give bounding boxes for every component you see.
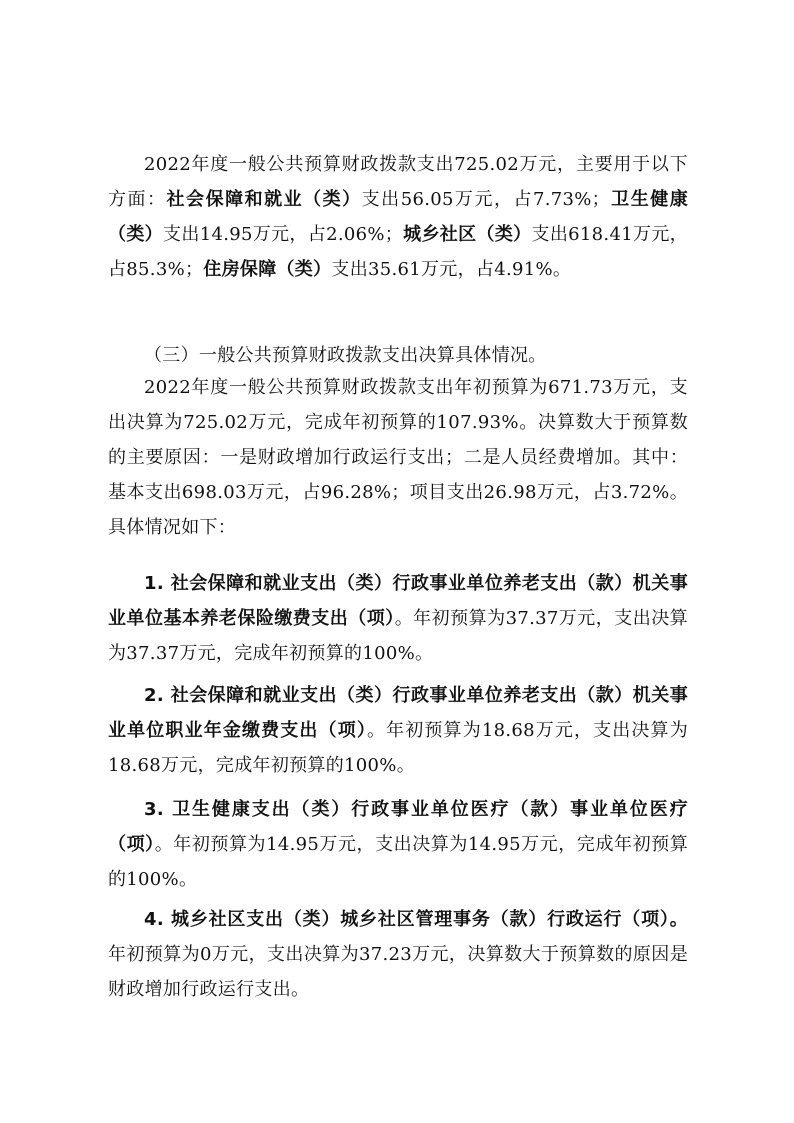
- item-1-title: 1. 社会保障和就业支出（类）行政事业单位养老支出（款）机关事业单位基本养老保险缴费支出（项）: [108, 573, 688, 629]
- category-health: 卫生健康（类）: [108, 189, 689, 245]
- item-2-text: 。年初预算为18.68万元，支出决算为18.68万元，完成年初预算的100%。: [108, 720, 688, 776]
- item-3-paragraph: [108, 792, 688, 897]
- summary-text-5: 支出35.61万元，占4.91%。: [331, 259, 572, 280]
- category-housing: 住房保障（类）: [203, 259, 332, 280]
- item-4-paragraph: [108, 902, 688, 1007]
- item-2-title: 2. 社会保障和就业支出（类）行政事业单位养老支出（款）机关事业单位职业年金缴费支出（项）: [108, 685, 688, 741]
- item-3-text: 。年初预算为14.95万元，支出决算为14.95万元，完成年初预算的100%。: [108, 834, 688, 890]
- item-3-title: 3. 卫生健康支出（类）行政事业单位医疗（款）事业单位医疗（项）: [108, 799, 688, 855]
- category-urban-rural: 城乡社区（类）: [403, 224, 532, 245]
- summary-text-3: 支出14.95万元，占2.06%；: [163, 224, 404, 245]
- expenditure-summary-paragraph: [108, 147, 688, 287]
- item-2-paragraph: [108, 678, 688, 783]
- summary-text-4: 支出618.41万元，占85.3%；: [108, 224, 688, 280]
- section-heading: （三）一般公共预算财政拨款支出决算具体情况。: [144, 345, 547, 366]
- category-social-security: 社会保障和就业（类）: [166, 189, 362, 210]
- budget-overview-paragraph: 2022年度一般公共预算财政拨款支出年初预算为671.73万元，支出决算为725.02万元，完成年初预算的107.93%。决算数大于预算数的主要原因：一是财政增加行政运行支出；二是人员经费增加。其中：基本支出698.03万元，占96.28%；项目支出26.98万元，占3.72%。具体情况如下：: [108, 377, 688, 538]
- item-1-paragraph: [108, 566, 688, 671]
- item-4-text: 年初预算为0万元，支出决算为37.23万元，决算数大于预算数的原因是财政增加行政运行支出。: [108, 944, 688, 1000]
- summary-text-2: 支出56.05万元，占7.73%；: [361, 189, 610, 210]
- summary-text-1: 2022年度一般公共预算财政拨款支出725.02万元，主要用于以下方面：: [108, 154, 688, 210]
- item-1-text: 。年初预算为37.37万元，支出决算为37.37万元，完成年初预算的100%。: [108, 608, 688, 664]
- item-4-title: 4. 城乡社区支出（类）城乡社区管理事务（款）行政运行（项）。: [144, 909, 688, 930]
